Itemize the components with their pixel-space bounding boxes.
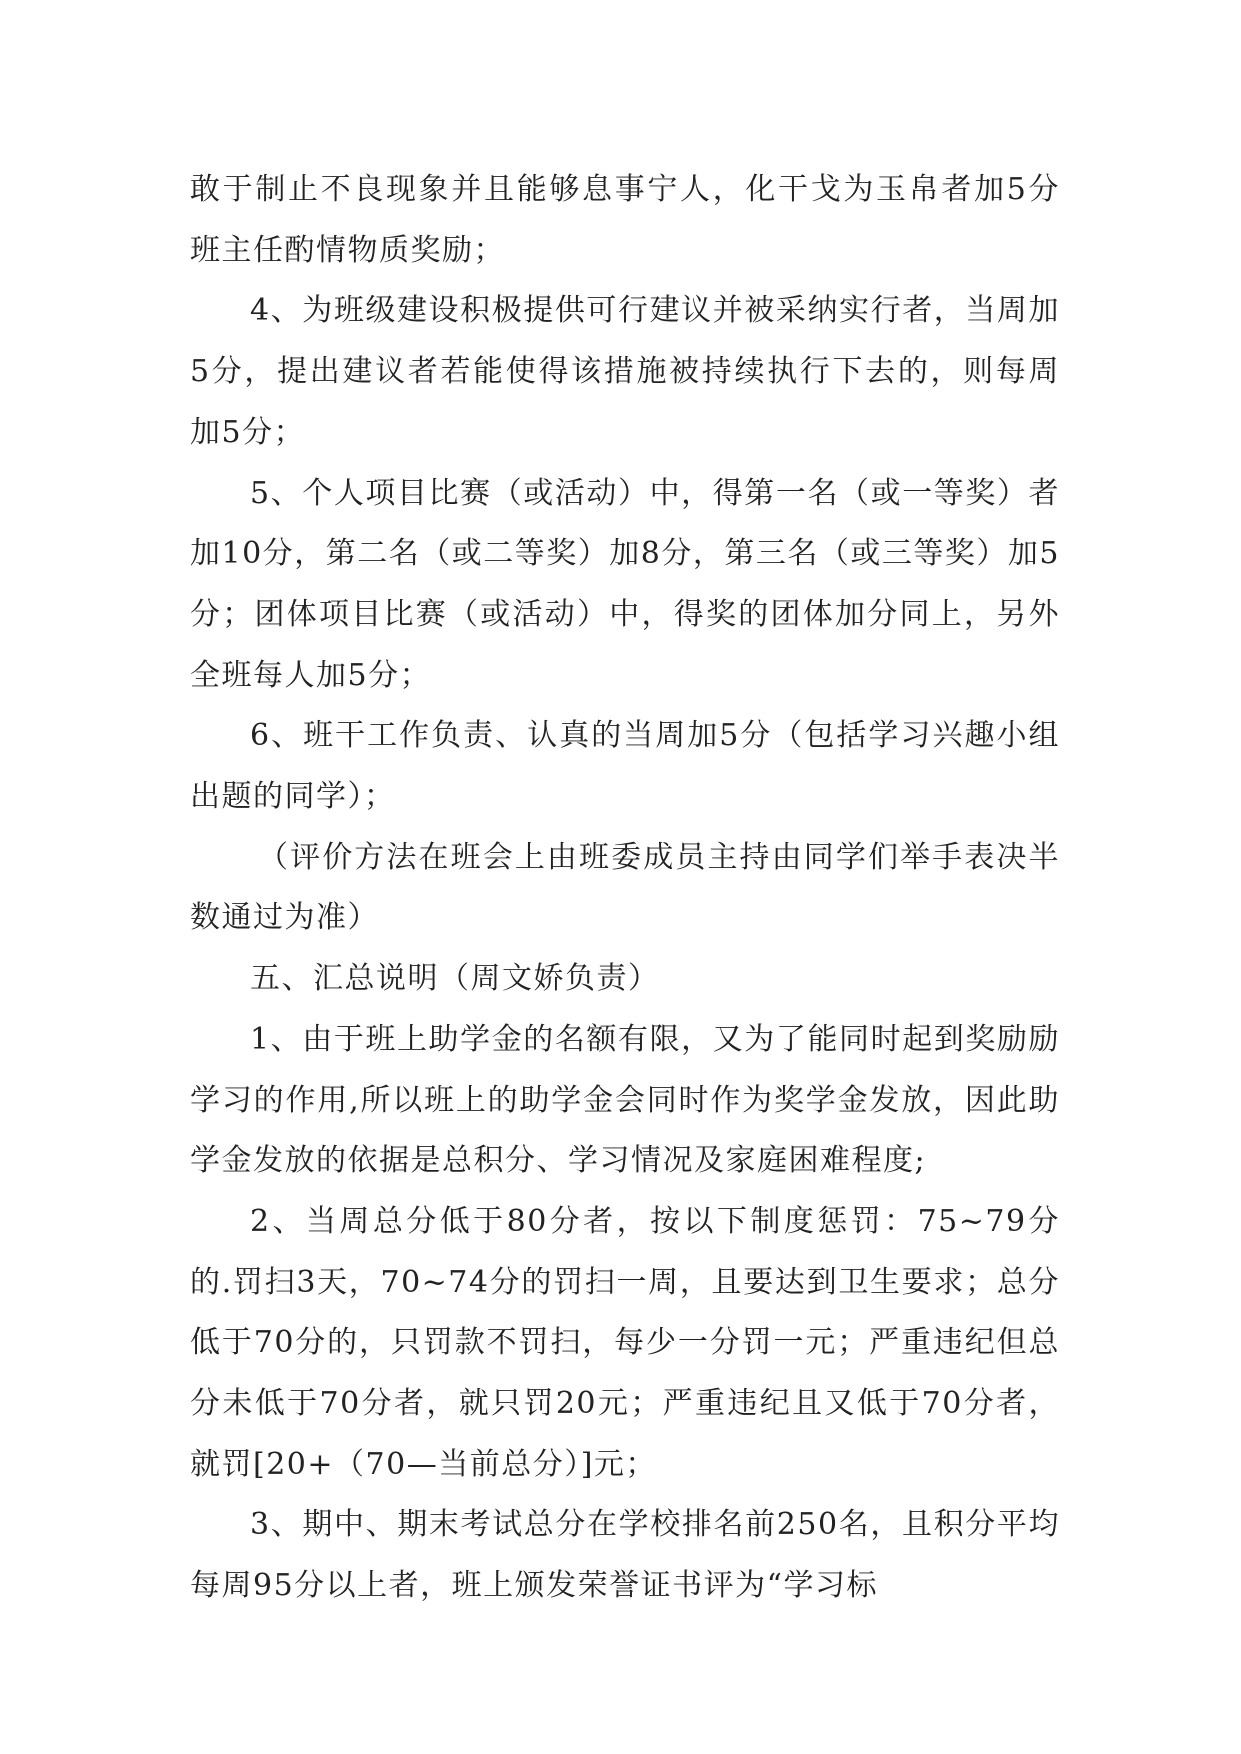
body-text bbox=[190, 160, 1060, 1617]
paragraph-item-6: 6、班干工作负责、认真的当周加5分（包括学习兴趣小组出题的同学）； bbox=[190, 718, 1060, 815]
paragraph-summary-3: 3、期中、期末考试总分在学校排名前250名，且积分平均每周95分以上者，班上颁发荣誉证书评为“学习标 bbox=[190, 1507, 1060, 1604]
paragraph-summary-1: 1、由于班上助学金的名额有限，又为了能同时起到奖励励学习的作用,所以班上的助学金会同时作为奖学金发放，因此助学金发放的依据是总积分、学习情况及家庭困难程度; bbox=[190, 1021, 1060, 1179]
paragraph-evaluation-note: （评价方法在班会上由班委成员主持由同学们举手表决半数通过为准） bbox=[190, 839, 1060, 936]
paragraph-continuation: 敢于制止不良现象并且能够息事宁人，化干戈为玉帛者加5分班主任酌情物质奖励； bbox=[190, 172, 1060, 268]
section-heading-five: 五、汇总说明（周文娇负责） bbox=[250, 961, 660, 997]
paragraph-item-5: 5、个人项目比赛（或活动）中，得第一名（或一等奖）者加10分，第二名（或二等奖）加8分，第三名（或三等奖）加5分；团体项目比赛（或活动）中，得奖的团体加分同上，另外全班每人加5分； bbox=[190, 475, 1060, 693]
paragraph-summary-2: 2、当周总分低于80分者，按以下制度惩罚：75~79分的.罚扫3天，70~74分的罚扫一周，且要达到卫生要求；总分低于70分的，只罚款不罚扫，每少一分罚一元；严重违纪但总分未低于70分者，就只罚20元；严重违纪且又低于70分者，就罚[20+（70—当前总分）]元； bbox=[190, 1203, 1060, 1482]
paragraph-item-4: 4、为班级建设积极提供可行建议并被采纳实行者，当周加5分，提出建议者若能使得该措施被持续执行下去的，则每周加5分； bbox=[190, 293, 1060, 450]
